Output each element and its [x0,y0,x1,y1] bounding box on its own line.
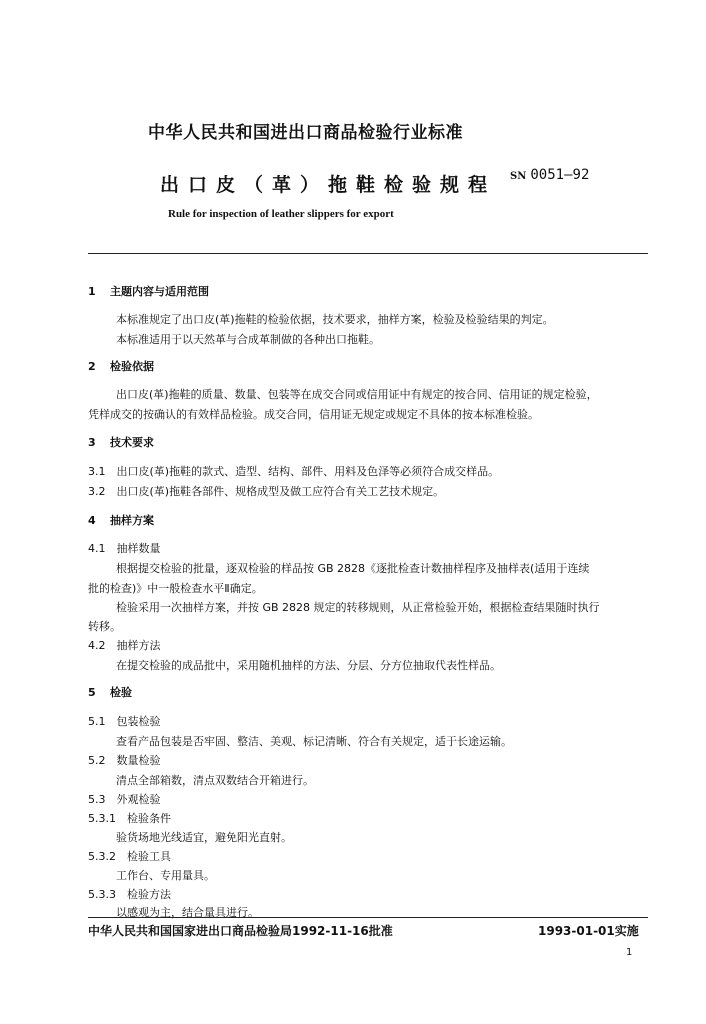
clause-4-1-heading: 4.1 抽样数量 [88,542,161,555]
clause-3-1: 3.1 出口皮(革)拖鞋的款式、造型、结构、部件、用料及色泽等必须符合成交样品。 [88,465,500,478]
page-number: 1 [626,947,633,958]
clause-5-1-paragraph: 查看产品包装是否牢固、整洁、美观、标记清晰、符合有关规定，适于长途运输。 [116,735,512,748]
standard-number: 0051—92 [530,167,590,183]
section-4-heading: 4 抽样方案 [88,514,154,527]
standard-prefix: SN [510,171,527,182]
issuing-organization: 中华人民共和国进出口商品检验行业标准 [148,123,463,143]
clause-5-3-1-paragraph: 验货场地光线适宜，避免阳光直射。 [116,831,292,844]
clause-5-1-heading: 5.1 包装检验 [88,715,161,728]
clause-5-3-2-paragraph: 工作台、专用量具。 [116,869,215,882]
clause-4-1-paragraph-cont: 转移。 [88,620,121,633]
section-1-paragraph: 本标准规定了出口皮(革)拖鞋的检验依据，技术要求，抽样方案，检验及检验结果的判定。 [116,313,554,326]
section-2-paragraph: 出口皮(革)拖鞋的质量、数量、包装等在成交合同或信用证中有规定的按合同、信用证的规定检验， [116,388,598,401]
clause-4-1-paragraph-cont: 批的检查)》中一般检查水平Ⅱ确定。 [88,582,263,595]
section-1-paragraph: 本标准适用于以天然革与合成革制做的各种出口拖鞋。 [116,333,380,346]
clause-5-3-1-heading: 5.3.1 检验条件 [88,812,171,825]
standard-code [510,167,589,183]
clause-4-2-heading: 4.2 抽样方法 [88,639,161,652]
section-5-heading: 5 检验 [88,686,132,699]
section-3-heading: 3 技术要求 [88,436,154,449]
clause-5-3-2-heading: 5.3.2 检验工具 [88,850,171,863]
clause-5-2-paragraph: 清点全部箱数，清点双数结合开箱进行。 [116,774,314,787]
section-2-heading: 2 检验依据 [88,360,154,373]
clause-3-2: 3.2 出口皮(革)拖鞋各部件、规格成型及做工应符合有关工艺技术规定。 [88,485,445,498]
approval-info: 中华人民共和国国家进出口商品检验局1992-11-16批准 [88,924,393,938]
footer-divider [88,917,648,918]
header-divider [88,253,648,254]
document-title: 出口皮（革）拖鞋检验规程 [160,174,497,196]
clause-4-1-paragraph: 检验采用一次抽样方案，并按 GB 2828 规定的转移规则，从正常检验开始，根据检查结果随时执行 [116,601,600,614]
clause-5-2-heading: 5.2 数量检验 [88,754,161,767]
implementation-date: 1993-01-01实施 [538,924,639,938]
clause-5-3-3-heading: 5.3.3 检验方法 [88,888,171,901]
clause-4-1-paragraph: 根据提交检验的批量，逐双检验的样品按 GB 2828《逐批检查计数抽样程序及抽样表(适用于连续 [116,562,590,575]
section-1-heading: 1 主题内容与适用范围 [88,285,209,298]
english-title: Rule for inspection of leather slippers for export [168,208,394,220]
section-2-paragraph-cont: 凭样成交的按确认的有效样品检验。成交合同，信用证无规定或规定不具体的按本标准检验。 [88,408,539,421]
clause-5-3-3-paragraph: 以感观为主，结合量具进行。 [116,906,259,919]
clause-5-3-heading: 5.3 外观检验 [88,793,161,806]
clause-4-2-paragraph: 在提交检验的成品批中，采用随机抽样的方法、分层、分方位抽取代表性样品。 [116,659,501,672]
